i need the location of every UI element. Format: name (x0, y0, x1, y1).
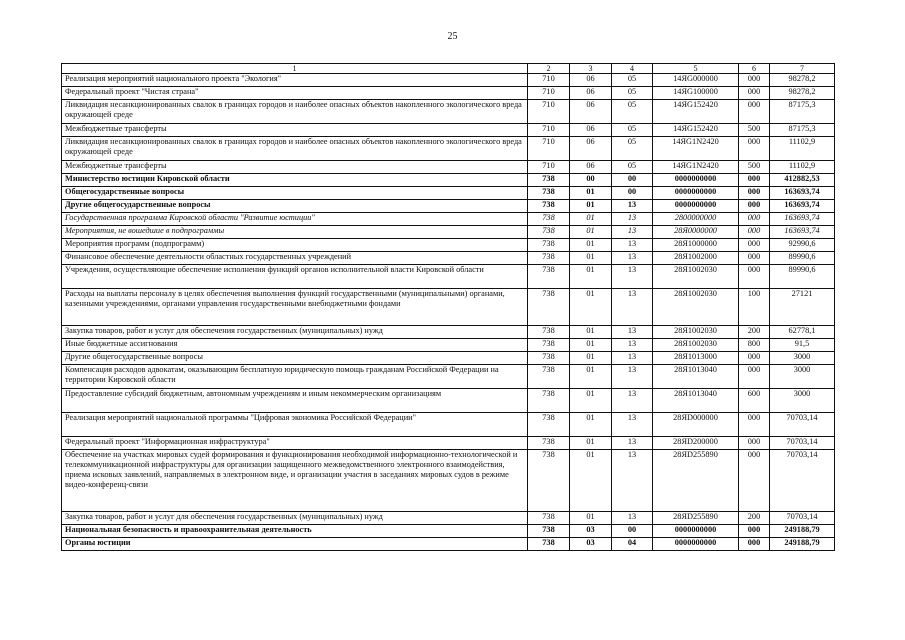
expense-type-code-cell: 000 (739, 137, 770, 161)
target-article-code-cell: 14ЯG100000 (653, 87, 739, 100)
header-cell-7: 7 (770, 64, 835, 74)
section-code-cell: 06 (570, 137, 612, 161)
target-article-code-cell: 28Я1002030 (653, 265, 739, 289)
amount-cell: 3000 (770, 352, 835, 365)
subsection-code-cell: 13 (612, 365, 653, 389)
subsection-code-cell: 13 (612, 265, 653, 289)
table-row (62, 174, 835, 187)
amount-cell: 249188,79 (770, 525, 835, 538)
amount-cell: 163693,74 (770, 226, 835, 239)
admin-code-cell: 738 (528, 213, 570, 226)
target-article-code-cell: 0000000000 (653, 200, 739, 213)
table-row (62, 213, 835, 226)
target-article-code-cell: 14ЯG1N2420 (653, 137, 739, 161)
section-code-cell: 01 (570, 512, 612, 525)
amount-cell: 87175,3 (770, 124, 835, 137)
section-code-cell: 01 (570, 413, 612, 437)
admin-code-cell: 738 (528, 512, 570, 525)
admin-code-cell: 738 (528, 200, 570, 213)
subsection-code-cell: 13 (612, 326, 653, 339)
subsection-code-cell: 13 (612, 213, 653, 226)
expense-type-code-cell: 000 (739, 352, 770, 365)
target-article-code-cell: 28Я1002030 (653, 339, 739, 352)
expense-type-code-cell: 000 (739, 200, 770, 213)
row-name-cell: Общегосударственные вопросы (62, 187, 528, 200)
table-row (62, 252, 835, 265)
target-article-code-cell: 28ЯD255890 (653, 512, 739, 525)
section-code-cell: 01 (570, 389, 612, 413)
amount-cell: 249188,79 (770, 538, 835, 551)
section-code-cell: 01 (570, 352, 612, 365)
admin-code-cell: 710 (528, 124, 570, 137)
table-row (62, 326, 835, 339)
section-code-cell: 03 (570, 525, 612, 538)
budget-table (61, 63, 835, 551)
subsection-code-cell: 13 (612, 200, 653, 213)
target-article-code-cell: 28Я1002000 (653, 252, 739, 265)
admin-code-cell: 738 (528, 413, 570, 437)
target-article-code-cell: 14ЯG000000 (653, 74, 739, 87)
table-row (62, 100, 835, 124)
target-article-code-cell: 28Я1002030 (653, 289, 739, 326)
expense-type-code-cell: 200 (739, 512, 770, 525)
subsection-code-cell: 13 (612, 289, 653, 326)
row-name-cell: Обеспечение на участках мировых судей формирования и функционирования необходимой информационно-технологической и телекоммуникационной инфраструктуры для организации защищенного межведомственного электронного взаимодействия, приема исковых заявлений, направляемых в электронном виде, и организации участия в заседаниях мировых судов в режиме видео-конференц-связи (62, 450, 528, 512)
target-article-code-cell: 28ЯD200000 (653, 437, 739, 450)
expense-type-code-cell: 000 (739, 187, 770, 200)
amount-cell: 87175,3 (770, 100, 835, 124)
admin-code-cell: 738 (528, 265, 570, 289)
subsection-code-cell: 05 (612, 100, 653, 124)
page-number: 25 (447, 31, 458, 42)
amount-cell: 98278,2 (770, 74, 835, 87)
section-code-cell: 00 (570, 174, 612, 187)
expense-type-code-cell: 000 (739, 252, 770, 265)
table-row (62, 525, 835, 538)
subsection-code-cell: 13 (612, 437, 653, 450)
table-row (62, 339, 835, 352)
row-name-cell: Ликвидация несанкционированных свалок в границах городов и наиболее опасных объектов накопленного экологического вреда окружающей среде (62, 137, 528, 161)
amount-cell: 412882,53 (770, 174, 835, 187)
section-code-cell: 06 (570, 161, 612, 174)
expense-type-code-cell: 000 (739, 450, 770, 512)
expense-type-code-cell: 000 (739, 226, 770, 239)
admin-code-cell: 738 (528, 538, 570, 551)
subsection-code-cell: 00 (612, 174, 653, 187)
expense-type-code-cell: 000 (739, 538, 770, 551)
row-name-cell: Ликвидация несанкционированных свалок в границах городов и наиболее опасных объектов накопленного экологического вреда окружающей среде (62, 100, 528, 124)
expense-type-code-cell: 000 (739, 437, 770, 450)
amount-cell: 89990,6 (770, 265, 835, 289)
row-name-cell: Предоставление субсидий бюджетным, автономным учреждениям и иным некоммерческим организациям (62, 389, 528, 413)
expense-type-code-cell: 000 (739, 87, 770, 100)
subsection-code-cell: 05 (612, 161, 653, 174)
row-name-cell: Межбюджетные трансферты (62, 161, 528, 174)
header-row (62, 64, 835, 74)
table-row (62, 239, 835, 252)
subsection-code-cell: 13 (612, 352, 653, 365)
row-name-cell: Расходы на выплаты персоналу в целях обеспечения выполнения функций государственными (муниципальными) органами, казенными учреждениями, органами управления государственными внебюджетными фондами (62, 289, 528, 326)
expense-type-code-cell: 000 (739, 525, 770, 538)
expense-type-code-cell: 200 (739, 326, 770, 339)
subsection-code-cell: 00 (612, 525, 653, 538)
target-article-code-cell: 28Я0000000 (653, 226, 739, 239)
admin-code-cell: 738 (528, 525, 570, 538)
amount-cell: 163693,74 (770, 200, 835, 213)
section-code-cell: 01 (570, 265, 612, 289)
expense-type-code-cell: 000 (739, 413, 770, 437)
subsection-code-cell: 00 (612, 187, 653, 200)
table-row (62, 450, 835, 512)
section-code-cell: 06 (570, 100, 612, 124)
section-code-cell: 01 (570, 226, 612, 239)
target-article-code-cell: 14ЯG1N2420 (653, 161, 739, 174)
expense-type-code-cell: 100 (739, 289, 770, 326)
header-cell-1: 1 (62, 64, 528, 74)
amount-cell: 70703,14 (770, 450, 835, 512)
amount-cell: 3000 (770, 365, 835, 389)
row-name-cell: Финансовое обеспечение деятельности областных государственных учреждений (62, 252, 528, 265)
expense-type-code-cell: 000 (739, 100, 770, 124)
amount-cell: 98278,2 (770, 87, 835, 100)
row-name-cell: Другие общегосударственные вопросы (62, 352, 528, 365)
section-code-cell: 01 (570, 437, 612, 450)
expense-type-code-cell: 500 (739, 161, 770, 174)
target-article-code-cell: 2800000000 (653, 213, 739, 226)
amount-cell: 163693,74 (770, 187, 835, 200)
row-name-cell: Мероприятия программ (подпрограмм) (62, 239, 528, 252)
expense-type-code-cell: 600 (739, 389, 770, 413)
amount-cell: 91,5 (770, 339, 835, 352)
table-row (62, 538, 835, 551)
table-row (62, 512, 835, 525)
section-code-cell: 01 (570, 213, 612, 226)
header-cell-4: 4 (612, 64, 653, 74)
admin-code-cell: 710 (528, 87, 570, 100)
row-name-cell: Государственная программа Кировской области "Развитие юстиции" (62, 213, 528, 226)
subsection-code-cell: 13 (612, 339, 653, 352)
amount-cell: 27121 (770, 289, 835, 326)
row-name-cell: Закупка товаров, работ и услуг для обеспечения государственных (муниципальных) нужд (62, 326, 528, 339)
section-code-cell: 01 (570, 365, 612, 389)
expense-type-code-cell: 000 (739, 265, 770, 289)
row-name-cell: Федеральный проект "Чистая страна" (62, 87, 528, 100)
admin-code-cell: 738 (528, 365, 570, 389)
section-code-cell: 06 (570, 124, 612, 137)
admin-code-cell: 738 (528, 389, 570, 413)
admin-code-cell: 738 (528, 289, 570, 326)
amount-cell: 163693,74 (770, 213, 835, 226)
expense-type-code-cell: 000 (739, 365, 770, 389)
target-article-code-cell: 28Я1013040 (653, 365, 739, 389)
table-row (62, 352, 835, 365)
admin-code-cell: 710 (528, 161, 570, 174)
admin-code-cell: 710 (528, 74, 570, 87)
admin-code-cell: 738 (528, 239, 570, 252)
target-article-code-cell: 28Я1013040 (653, 389, 739, 413)
row-name-cell: Национальная безопасность и правоохранительная деятельность (62, 525, 528, 538)
admin-code-cell: 738 (528, 187, 570, 200)
table-row (62, 289, 835, 326)
expense-type-code-cell: 000 (739, 74, 770, 87)
admin-code-cell: 738 (528, 226, 570, 239)
admin-code-cell: 738 (528, 326, 570, 339)
amount-cell: 92990,6 (770, 239, 835, 252)
header-cell-3: 3 (570, 64, 612, 74)
row-name-cell: Реализация мероприятий национального проекта "Экология" (62, 74, 528, 87)
row-name-cell: Компенсация расходов адвокатам, оказывающим бесплатную юридическую помощь гражданам Российской Федерации на территории Кировской области (62, 365, 528, 389)
subsection-code-cell: 13 (612, 389, 653, 413)
subsection-code-cell: 05 (612, 74, 653, 87)
row-name-cell: Мероприятия, не вошедшие в подпрограммы (62, 226, 528, 239)
subsection-code-cell: 05 (612, 137, 653, 161)
admin-code-cell: 738 (528, 174, 570, 187)
header-cell-2: 2 (528, 64, 570, 74)
table-row (62, 74, 835, 87)
amount-cell: 70703,14 (770, 437, 835, 450)
amount-cell: 62778,1 (770, 326, 835, 339)
table-row (62, 226, 835, 239)
table-row (62, 187, 835, 200)
section-code-cell: 01 (570, 450, 612, 512)
row-name-cell: Реализация мероприятий национальной программы "Цифровая экономика Российской Федерации" (62, 413, 528, 437)
amount-cell: 11102,9 (770, 161, 835, 174)
admin-code-cell: 710 (528, 137, 570, 161)
expense-type-code-cell: 800 (739, 339, 770, 352)
section-code-cell: 01 (570, 289, 612, 326)
table-row (62, 389, 835, 413)
section-code-cell: 06 (570, 74, 612, 87)
subsection-code-cell: 13 (612, 413, 653, 437)
target-article-code-cell: 14ЯG152420 (653, 100, 739, 124)
admin-code-cell: 738 (528, 339, 570, 352)
section-code-cell: 03 (570, 538, 612, 551)
target-article-code-cell: 0000000000 (653, 538, 739, 551)
expense-type-code-cell: 500 (739, 124, 770, 137)
row-name-cell: Учреждения, осуществляющие обеспечение исполнения функций органов исполнительной власти Кировской области (62, 265, 528, 289)
header-cell-5: 5 (653, 64, 739, 74)
row-name-cell: Иные бюджетные ассигнования (62, 339, 528, 352)
target-article-code-cell: 14ЯG152420 (653, 124, 739, 137)
subsection-code-cell: 13 (612, 252, 653, 265)
table-row (62, 437, 835, 450)
table-row (62, 87, 835, 100)
table-row (62, 137, 835, 161)
section-code-cell: 01 (570, 252, 612, 265)
subsection-code-cell: 13 (612, 239, 653, 252)
admin-code-cell: 738 (528, 352, 570, 365)
target-article-code-cell: 0000000000 (653, 525, 739, 538)
subsection-code-cell: 05 (612, 87, 653, 100)
subsection-code-cell: 13 (612, 226, 653, 239)
expense-type-code-cell: 000 (739, 213, 770, 226)
subsection-code-cell: 04 (612, 538, 653, 551)
section-code-cell: 01 (570, 200, 612, 213)
section-code-cell: 01 (570, 326, 612, 339)
admin-code-cell: 738 (528, 252, 570, 265)
section-code-cell: 01 (570, 339, 612, 352)
amount-cell: 3000 (770, 389, 835, 413)
row-name-cell: Органы юстиции (62, 538, 528, 551)
table-row (62, 265, 835, 289)
table-row (62, 161, 835, 174)
header-cell-6: 6 (739, 64, 770, 74)
target-article-code-cell: 28Я1000000 (653, 239, 739, 252)
amount-cell: 89990,6 (770, 252, 835, 265)
target-article-code-cell: 28Я1002030 (653, 326, 739, 339)
row-name-cell: Закупка товаров, работ и услуг для обеспечения государственных (муниципальных) нужд (62, 512, 528, 525)
admin-code-cell: 738 (528, 437, 570, 450)
row-name-cell: Межбюджетные трансферты (62, 124, 528, 137)
subsection-code-cell: 05 (612, 124, 653, 137)
subsection-code-cell: 13 (612, 450, 653, 512)
subsection-code-cell: 13 (612, 512, 653, 525)
table-row (62, 124, 835, 137)
admin-code-cell: 710 (528, 100, 570, 124)
section-code-cell: 01 (570, 187, 612, 200)
table-row (62, 200, 835, 213)
target-article-code-cell: 28ЯD255890 (653, 450, 739, 512)
amount-cell: 11102,9 (770, 137, 835, 161)
expense-type-code-cell: 000 (739, 239, 770, 252)
target-article-code-cell: 28ЯD000000 (653, 413, 739, 437)
expense-type-code-cell: 000 (739, 174, 770, 187)
section-code-cell: 01 (570, 239, 612, 252)
amount-cell: 70703,14 (770, 512, 835, 525)
row-name-cell: Федеральный проект "Информационная инфраструктура" (62, 437, 528, 450)
row-name-cell: Другие общегосударственные вопросы (62, 200, 528, 213)
target-article-code-cell: 0000000000 (653, 174, 739, 187)
table-row (62, 413, 835, 437)
target-article-code-cell: 0000000000 (653, 187, 739, 200)
row-name-cell: Министерство юстиции Кировской области (62, 174, 528, 187)
target-article-code-cell: 28Я1013000 (653, 352, 739, 365)
section-code-cell: 06 (570, 87, 612, 100)
table-row (62, 365, 835, 389)
amount-cell: 70703,14 (770, 413, 835, 437)
admin-code-cell: 738 (528, 450, 570, 512)
